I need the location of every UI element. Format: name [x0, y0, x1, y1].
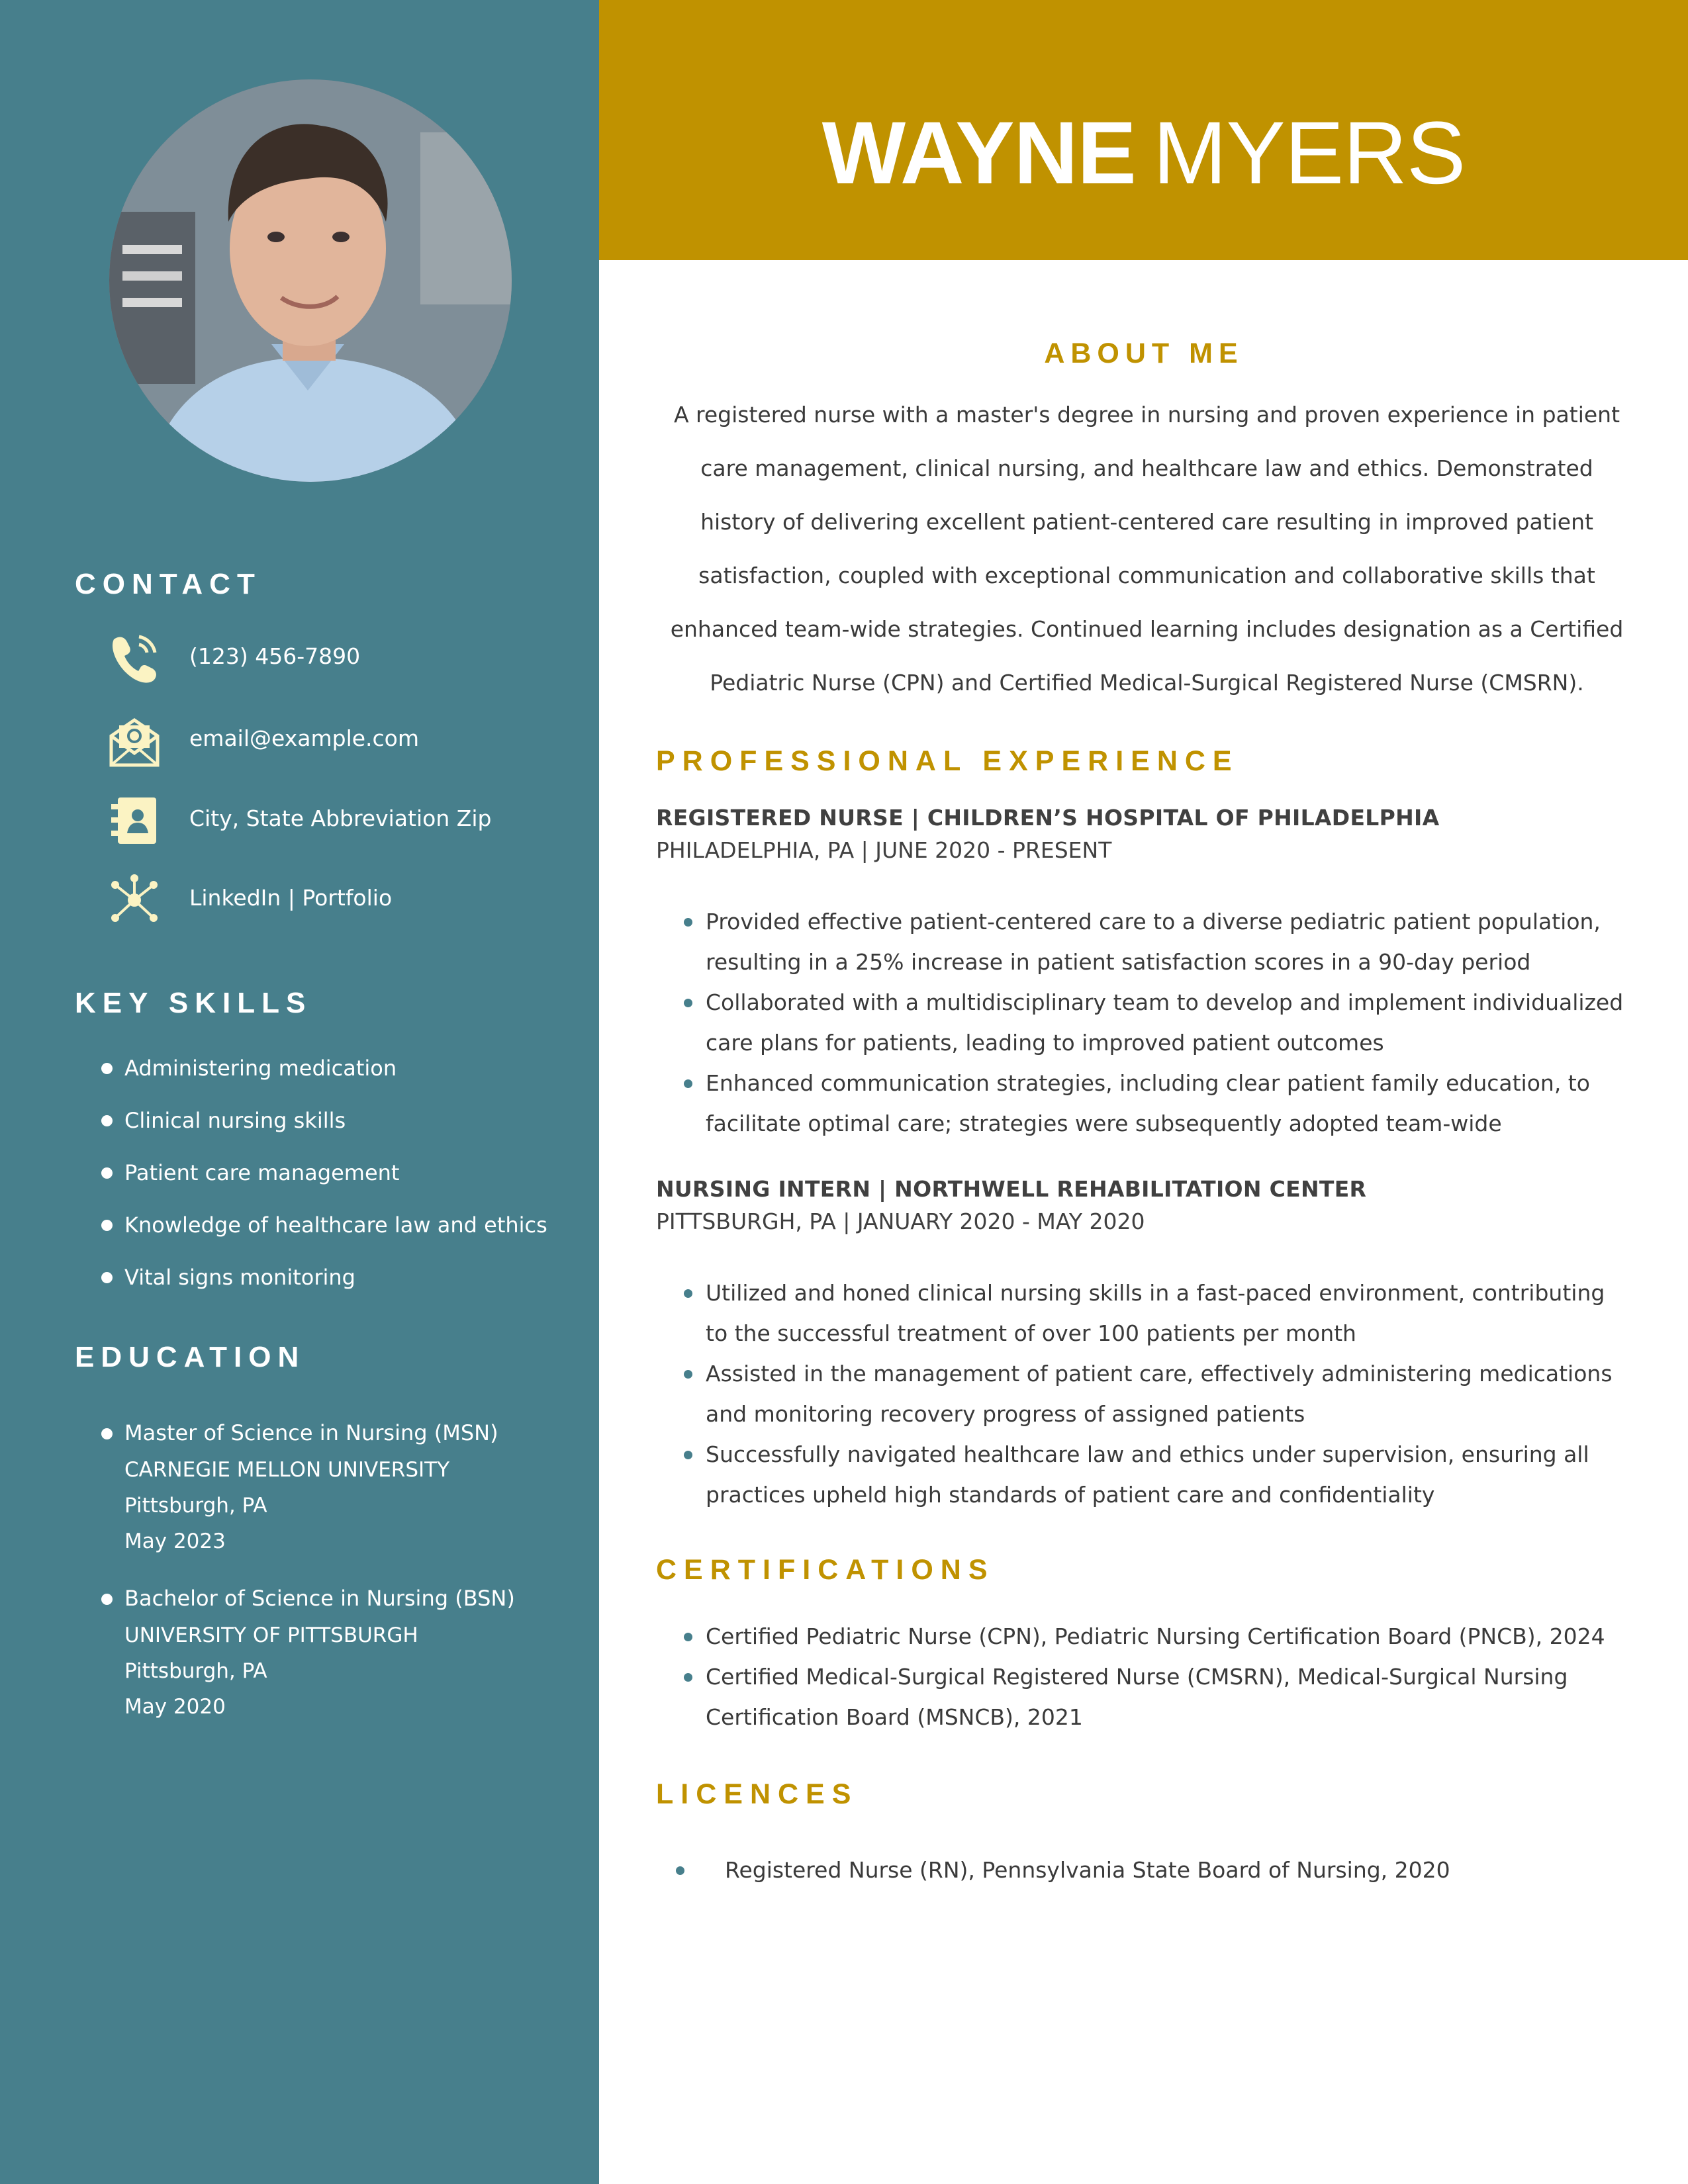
- contact-address[interactable]: [106, 792, 569, 852]
- address-text: City, State Abbreviation Zip: [189, 805, 492, 831]
- degree-name: Bachelor of Science in Nursing (BSN): [0, 1586, 515, 1611]
- contact-phone[interactable]: [106, 630, 569, 690]
- graduation-date: May 2020: [124, 1695, 226, 1719]
- skill-item: Clinical nursing skills: [0, 1107, 547, 1160]
- about-line: A registered nurse with a master's degree in nursing and proven experience in patient: [673, 402, 1620, 428]
- licences-list: [656, 1850, 1662, 1890]
- skills-list: [0, 1055, 547, 1316]
- school-location: Pittsburgh, PA: [124, 1659, 267, 1683]
- certifications-heading: CERTIFICATIONS: [656, 1554, 995, 1586]
- last-name: MYERS: [1152, 104, 1466, 203]
- skills-heading: KEY SKILLS: [75, 987, 312, 1019]
- certifications-list: [656, 1616, 1662, 1737]
- candidate-name: [599, 104, 1688, 203]
- about-paragraph: [645, 388, 1648, 709]
- job-bullet: Provided effective patient-centered care to a diverse pediatric patient population, resulting in a 25% increase in patient satisfaction scores in a 90-day period: [656, 901, 1662, 982]
- education-heading: EDUCATION: [75, 1341, 306, 1373]
- skill-item: Administering medication: [0, 1055, 547, 1107]
- about-line: satisfaction, coupled with exceptional communication and collaborative skills that: [698, 563, 1595, 588]
- contact-links[interactable]: [106, 872, 569, 931]
- job-entry: [656, 805, 1662, 1144]
- education-item: [0, 1420, 498, 1553]
- first-name: WAYNE: [821, 104, 1136, 203]
- degree-name: Master of Science in Nursing (MSN): [0, 1420, 498, 1445]
- job-bullets: [656, 901, 1662, 1144]
- name-banner: [599, 0, 1688, 260]
- job-bullet: Successfully navigated healthcare law and ethics under supervision, ensuring all practices upheld high standards of patient care and confidentiality: [656, 1434, 1662, 1515]
- skill-item: Vital signs monitoring: [0, 1264, 547, 1316]
- licence-item: Registered Nurse (RN), Pennsylvania State Board of Nursing, 2020: [656, 1850, 1662, 1890]
- about-line: history of delivering excellent patient-centered care resulting in improved patient: [700, 509, 1593, 535]
- network-icon: [106, 872, 163, 929]
- education-item: [0, 1586, 515, 1719]
- certification-item: Certified Medical-Surgical Registered Nurse (CMSRN), Medical-Surgical Nursing Certification Board (MSNCB), 2021: [656, 1657, 1662, 1737]
- licences-heading: LICENCES: [656, 1778, 859, 1810]
- job-bullet: Enhanced communication strategies, including clear patient family education, to facilitate optimal care; strategies were subsequently adopted team-wide: [656, 1063, 1662, 1144]
- phone-icon: [106, 630, 163, 687]
- job-entry: [656, 1176, 1662, 1515]
- email-address: email@example.com: [189, 725, 420, 751]
- job-bullet: Utilized and honed clinical nursing skills in a fast-paced environment, contributing to the successful treatment of over 100 patients per month: [656, 1273, 1662, 1353]
- address-book-icon: [106, 792, 163, 849]
- school-name: CARNEGIE MELLON UNIVERSITY: [124, 1458, 450, 1482]
- about-heading: ABOUT ME: [1044, 338, 1244, 369]
- school-location: Pittsburgh, PA: [124, 1494, 267, 1518]
- contact-email[interactable]: [106, 712, 569, 772]
- sidebar: [0, 0, 599, 2184]
- job-bullets: [656, 1273, 1662, 1515]
- about-line: Pediatric Nurse (CPN) and Certified Medical-Surgical Registered Nurse (CMSRN).: [710, 670, 1584, 696]
- about-line: enhanced team-wide strategies. Continued learning includes designation as a Certified: [670, 616, 1624, 642]
- job-bullet: Collaborated with a multidisciplinary team to develop and implement individualized care plans for patients, leading to improved patient outcomes: [656, 982, 1662, 1063]
- experience-heading: PROFESSIONAL EXPERIENCE: [656, 745, 1239, 777]
- profile-photo: [109, 79, 512, 482]
- skill-item: Patient care management: [0, 1160, 547, 1212]
- links-text: LinkedIn | Portfolio: [189, 885, 393, 911]
- about-line: care management, clinical nursing, and healthcare law and ethics. Demonstrated: [700, 455, 1593, 481]
- job-title: NURSING INTERN | NORTHWELL REHABILITATION CENTER: [656, 1176, 1367, 1202]
- certification-item: Certified Pediatric Nurse (CPN), Pediatric Nursing Certification Board (PNCB), 2024: [656, 1616, 1662, 1657]
- job-bullet: Assisted in the management of patient care, effectively administering medications and monitoring recovery progress of assigned patients: [656, 1353, 1662, 1434]
- contact-heading: CONTACT: [75, 568, 261, 600]
- skill-item: Knowledge of healthcare law and ethics: [0, 1212, 547, 1264]
- school-name: UNIVERSITY OF PITTSBURGH: [124, 1623, 418, 1647]
- phone-number: (123) 456-7890: [189, 643, 361, 669]
- job-title: REGISTERED NURSE | CHILDREN’S HOSPITAL OF PHILADELPHIA: [656, 805, 1440, 831]
- envelope-icon: [106, 712, 163, 769]
- job-meta: PITTSBURGH, PA | JANUARY 2020 - MAY 2020: [656, 1208, 1145, 1234]
- graduation-date: May 2023: [124, 1529, 226, 1553]
- job-meta: PHILADELPHIA, PA | JUNE 2020 - PRESENT: [656, 837, 1112, 863]
